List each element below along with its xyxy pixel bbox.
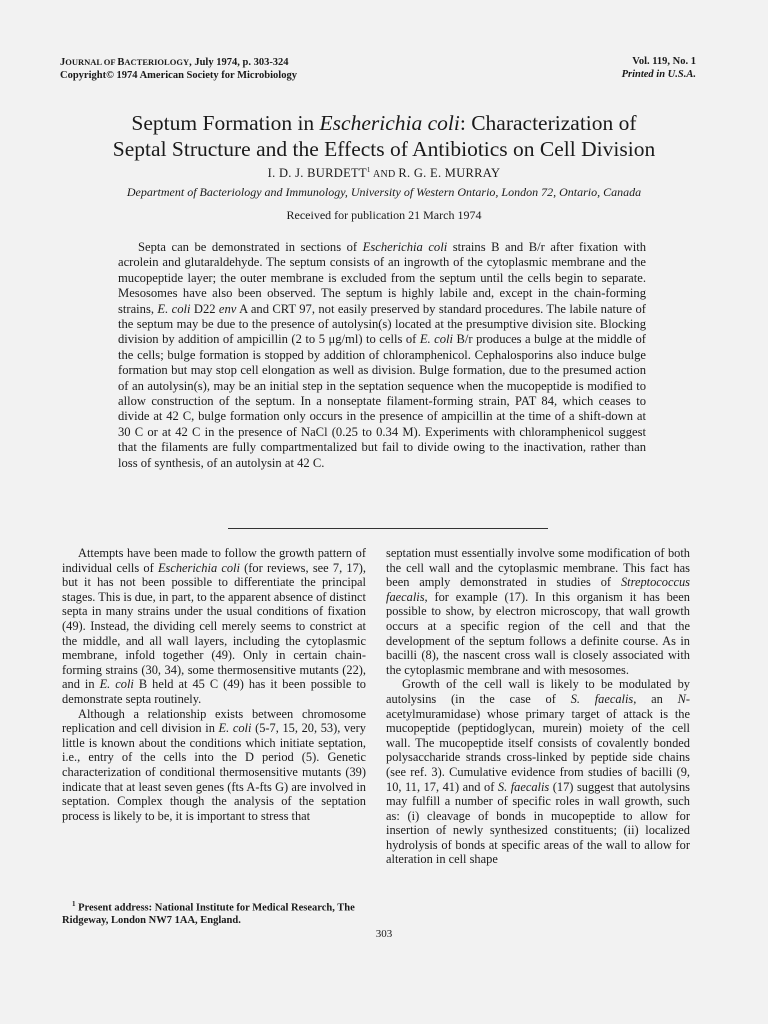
journal-citation xyxy=(60,56,297,82)
abstract-text: Septa can be demonstrated in sections of xyxy=(138,240,363,254)
title-organism: Escherichia coli xyxy=(319,111,460,135)
paragraph xyxy=(386,677,690,867)
abstract-organism: E. coli xyxy=(157,301,191,316)
body-text: Attempts have been made to follow the growth pattern of individual cells of xyxy=(62,546,366,575)
footnote-body: Present address: National Institute for Medical Research, The Ridgeway, London NW7 1AA, England. xyxy=(62,902,355,926)
title-line-1 xyxy=(40,110,728,136)
organism-name: Escherichia coli xyxy=(157,560,240,575)
body-text: , an xyxy=(633,691,678,706)
abstract-text: B/r produces a bulge at the middle of the cells; bulge formation is stopped by addition of chloramphenicol. Cephalosporins also induce bulge formation but may stop cell elongation as well as division. Bulge formation, due to the presumed action of an autolysin(s), may be an initial step in the septation sequence when the mucopeptide is modified to allow construction of the septum. In a nonseptate filament-forming strain, PAT 84, which ceases to divide at 42 C, bulge formation only occurs in the presence of ampicillin at the time of a shift-down at 30 C or at 42 C in the presence of NaCl (0.25 to 0.34 M). Experiments with chloramphenicol suggest that the filaments are fully compartmentalized but fail to divide owing to the inactivation, rather than loss of synthesis, of an autolysin at 42 C. xyxy=(118,332,646,470)
organism-name: S. faecalis xyxy=(570,691,634,706)
footnote-mark: 1 xyxy=(72,900,76,908)
title-part-2: : Characterization of xyxy=(459,111,637,135)
author-conjunction: AND xyxy=(370,169,399,181)
paragraph xyxy=(62,546,366,707)
section-divider xyxy=(228,528,548,529)
organism-name: S. faecalis xyxy=(497,779,550,794)
article-title xyxy=(40,110,728,162)
body-text: (for reviews, see 7, 17), but it has not been possible to differentiate the principal stages. This is due, in part, to the apparent absence of distinct septa in many strains under the usual conditions of fixation (49). Instead, the dividing cell merely seems to constrict at the middle, and all wall layers, including the cytoplasmic membrane, infold together (49). Only in certain chain-forming strains (30, 34), some thermosensitive mutants (22), and in xyxy=(62,560,366,692)
body-text: , for example (17). In this organism it has been possible to show, by electron microscopy, that wall growth occurs at a specific region of the cell and that the development of the septum follows a definite course. As in bacilli (8), the nascent cross wall is closely associated with the cytoplasmic membrane and with mesosomes. xyxy=(386,589,690,677)
received-date: Received for publication 21 March 1974 xyxy=(286,208,482,222)
journal-line xyxy=(60,56,297,70)
journal-date-pages: , July 1974, p. 303-324 xyxy=(189,57,289,68)
body-text: B held at 45 C (49) has it been possible to demonstrate septa routinely. xyxy=(62,677,366,706)
body-text: (5-7, 15, 20, 53), very little is known about the conditions which initiate septation, i.e., entry of the cells into the D period (5). Genetic characterization of conditional thermosensitive mutants (39) indicate that at least seven genes (fts A-fts G) are involved in septation. Complex though the analysis of the septation process is likely to be, it is important to stress that xyxy=(62,721,366,823)
chemical-prefix: N xyxy=(677,691,686,706)
body-text: -acetylmuramidase) whose primary target of attack is the mucopeptide (peptidoglycan, murein) moiety of the cell wall. The mucopeptide itself consists of covalently bonded polysaccharide strands cross-linked by peptide side chains (see ref. 3). Cumulative evidence from studies of bacilli (9, 10, 11, 17, 41) and of xyxy=(386,691,690,794)
author-2: R. G. E. MURRAY xyxy=(398,166,501,181)
organism-name: E. coli xyxy=(99,677,134,692)
body-column-right xyxy=(386,546,690,867)
body-text: Growth of the cell wall is likely to be modulated by autolysins (in the case of xyxy=(386,677,690,706)
body-text: (17) suggest that autolysins may fulfill a number of specific roles in wall growth, such as: (i) cleavage of bonds in mucopeptide to allow for insertion of newly synthesized constituents; (ii) localized hydrolysis of bonds at specific areas of the wall to allow for alteration in cell shape xyxy=(386,779,690,867)
author-footnote-mark: 1 xyxy=(366,166,371,174)
volume-number: Vol. 119, No. 1 xyxy=(632,56,696,67)
footnote xyxy=(62,898,366,928)
bact-initial: B xyxy=(117,57,125,68)
abstract xyxy=(118,240,646,471)
body-column-left xyxy=(62,546,366,823)
author-1: I. D. J. BURDETT xyxy=(267,166,367,181)
author-list xyxy=(40,166,728,181)
body-text: Although a relationship exists between chromosome replication and cell division in xyxy=(62,706,366,736)
abstract-text: D22 xyxy=(190,301,219,316)
copyright-line: Copyright© 1974 American Society for Microbiology xyxy=(60,69,297,81)
bact-name-rest: ACTERIOLOGY xyxy=(124,57,190,67)
organism-name: E. coli xyxy=(218,721,252,736)
abstract-text: A and CRT 97, not easily preserved by standard procedures. The labile nature of the septum may be due to the presence of autolysin(s) located at the presumptive division site. Blocking division by addition of ampicillin (2 to 5 μg/ml) to cells of xyxy=(118,301,646,347)
printed-in: Printed in U.S.A. xyxy=(621,68,696,80)
abstract-organism: E. coli xyxy=(419,332,454,347)
page-number: 303 xyxy=(375,928,393,940)
footnote-text xyxy=(62,898,366,928)
body-text: septation must essentially involve some modification of both the cell wall and the cytoplasmic membrane. This fact has been amply demonstrated in studies of xyxy=(386,546,690,590)
abstract-gene: env xyxy=(218,301,237,316)
affiliation: Department of Bacteriology and Immunology, University of Western Ontario, London 72, Ontario, Canada xyxy=(126,185,642,199)
paragraph xyxy=(386,546,690,677)
title-part-1: Septum Formation in xyxy=(131,111,320,135)
title-line-2: Septal Structure and the Effects of Antibiotics on Cell Division xyxy=(112,137,656,161)
paragraph xyxy=(62,707,366,824)
abstract-text: strains B and B/r after fixation with acrolein and glutaraldehyde. The septum consists of an ingrowth of the cytoplasmic membrane and the mucopeptide layer; the outer membrane is excluded from the septum until the cells begin to separate. Mesosomes have also been observed. The septum is highly labile and, except in the chain-forming strains, xyxy=(118,240,647,316)
abstract-organism: Escherichia coli xyxy=(362,240,448,254)
journal-name-rest: OURNAL OF xyxy=(65,57,118,67)
journal-initial: J xyxy=(60,57,66,68)
organism-name: Streptococcus faecalis xyxy=(386,575,690,604)
volume-info xyxy=(622,56,696,81)
